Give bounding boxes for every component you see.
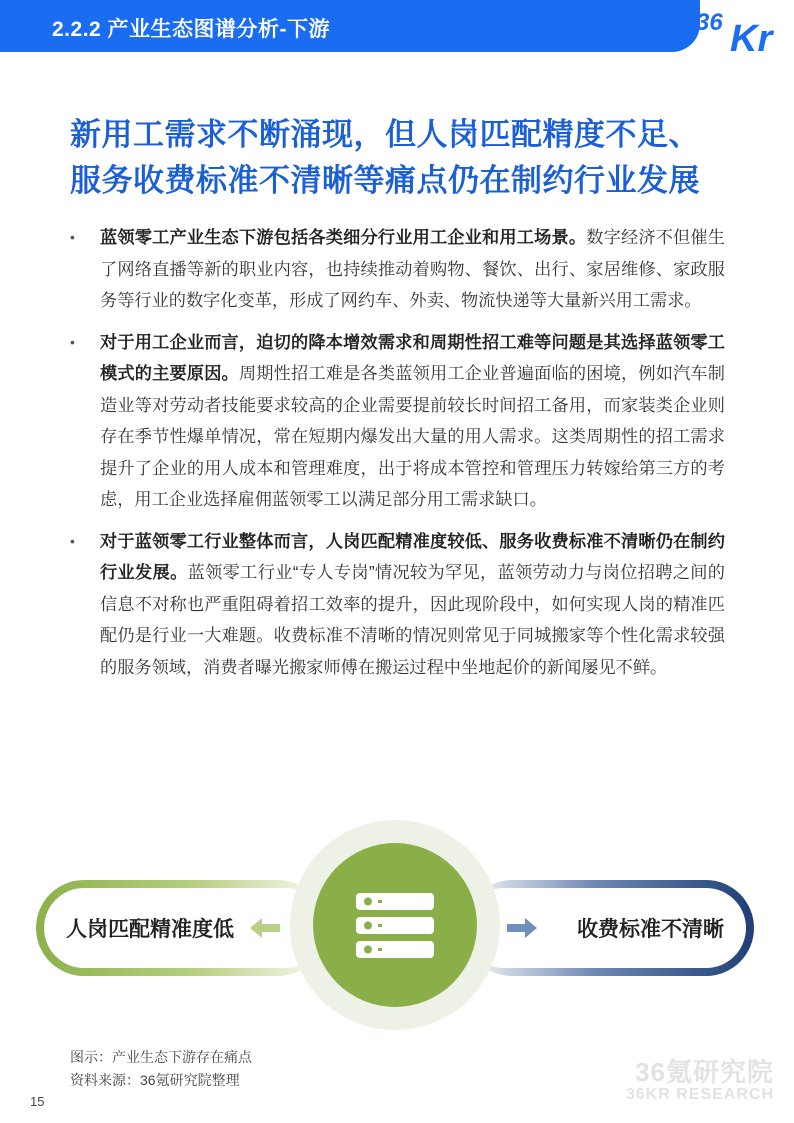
pain-point-diagram	[0, 820, 794, 1040]
right-pill-label: 收费标准不清晰	[577, 918, 724, 941]
bullet-list	[70, 222, 725, 693]
center-circle	[290, 820, 500, 1030]
arrow-right-icon	[507, 916, 537, 940]
bullet-lead: 蓝领零工产业生态下游包括各类细分行业用工企业和用工场景。	[100, 227, 587, 247]
bullet-marker: •	[70, 532, 75, 549]
bullet-body: 周期性招工难是各类蓝领用工企业普遍面临的困境，例如汽车制造业等对劳动者技能要求较高的企业需要提前较长时间招工备用，而家装类企业则存在季节性爆单情况，常在短期内爆发出大量的用人需求。这类周期性的招工需求提升了企业的用人成本和管理难度，出于将成本管控和管理压力转嫁给第三方的考虑，用工企业选择雇佣蓝领零工以满足部分用工需求缺口。	[100, 363, 725, 509]
svg-text:36: 36	[696, 9, 723, 36]
svg-text:Kr: Kr	[730, 18, 773, 54]
bullet-item-1	[70, 222, 725, 317]
brand-logo-36kr	[694, 4, 784, 54]
bullet-marker: •	[70, 333, 75, 350]
left-pill	[36, 880, 326, 976]
bullet-item-2	[70, 327, 725, 516]
bullet-body: 蓝领零工行业“专人专岗”情况较为罕见，蓝领劳动力与岗位招聘之间的信息不对称也严重阻碍着招工效率的提升，因此现阶段中，如何实现人岗的精准匹配仍是行业一大难题。收费标准不清晰的情况则常见于同城搬家等个性化需求较强的服务领域，消费者曝光搬家师傅在搬运过程中坐地起价的新闻屡见不鲜。	[100, 562, 725, 677]
headline	[70, 112, 730, 204]
bullet-item-3	[70, 526, 725, 684]
left-pill-label: 人岗匹配精准度低	[66, 918, 234, 941]
headline-line-1: 新用工需求不断涌现，但人岗匹配精度不足、	[70, 117, 700, 152]
bullet-lead: 对于用工企业而言，迫切的降本增效需求和周期性招工难等问题是其选择蓝领零工模式的主要原因。	[100, 331, 725, 383]
section-title: 2.2.2 产业生态图谱分析-下游	[52, 18, 331, 41]
watermark-cn: 36氪研究院	[635, 1057, 774, 1087]
data-source: 资料来源：36氪研究院整理	[70, 1072, 240, 1088]
figure-caption: 图示：产业生态下游存在痛点	[70, 1049, 252, 1065]
bullet-marker: •	[70, 229, 75, 245]
page-number: 15	[30, 1094, 45, 1109]
bullet-lead: 对于蓝领零工行业整体而言，人岗匹配精准度较低、服务收费标准不清晰仍在制约行业发展。	[100, 530, 725, 582]
bullet-body: 数字经济不但催生了网络直播等新的职业内容，也持续推动着购物、餐饮、出行、家居维修、家政服务等行业的数字化变革，形成了网约车、外卖、物流快递等大量新兴用工需求。	[100, 227, 725, 310]
list-icon	[356, 893, 434, 959]
headline-line-2: 服务收费标准不清晰等痛点仍在制约行业发展	[70, 163, 700, 198]
watermark-en: 36KR RESEARCH	[625, 1086, 774, 1103]
watermark	[626, 1058, 774, 1104]
header-band	[0, 0, 700, 52]
arrow-left-icon	[250, 916, 280, 940]
figure-source	[70, 1046, 252, 1092]
